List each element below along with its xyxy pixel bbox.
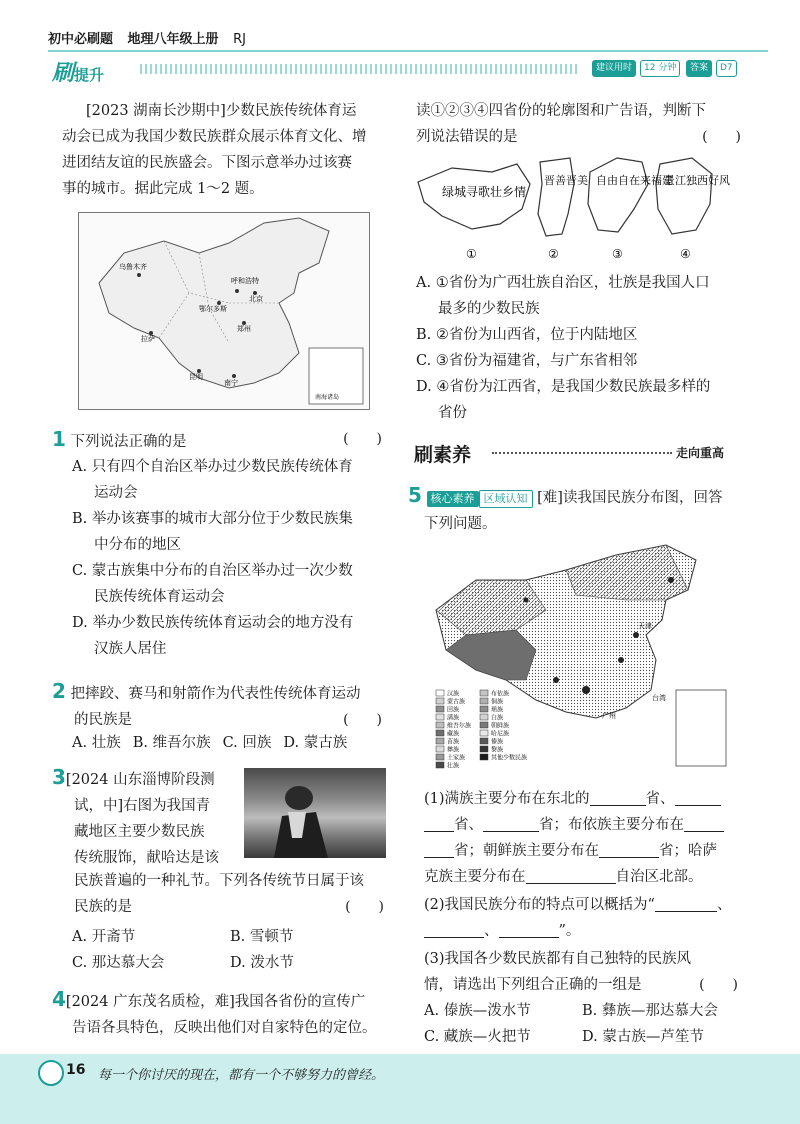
question-stem: 把摔跤、赛马和射箭作为代表性传统体育运动 [70,686,361,702]
legend-swatch [436,746,444,752]
legend-label: 土家族 [447,754,466,762]
china-city-map [78,212,370,410]
sub-text: 省；布依族主要分布在 [539,817,684,833]
answer-label-badge: 答案 [686,60,712,77]
option: B. 彝族—那达慕大会 [582,1003,718,1019]
china-map-svg [79,213,369,409]
legend-swatch [436,738,444,744]
question-number: 1 [52,427,66,451]
option-line: A. 只有四个自治区举办过少数民族传统体育 [72,459,353,475]
map-city: 昆明 [189,373,203,381]
option-line: D. ④省份为江西省，是我国少数民族最多样的 [416,379,711,395]
question-3-stem-rest [74,868,404,920]
legend-swatch [480,722,488,728]
map-inset-label: 南海诸岛 [315,394,340,401]
option: D. 泼水节 [230,955,294,971]
option-line: 运动会 [94,485,138,501]
legend-swatch [480,714,488,720]
question-2 [52,678,402,733]
brand-subtitle: 提升 [74,66,105,84]
header-bar [48,28,768,50]
option-line: A. ①省份为广西壮族自治区，壮族是我国人口 [416,275,710,291]
answer-blank[interactable] [526,867,616,884]
question-4-continued [416,98,761,150]
region-cognition-tag: 区域认知 [479,490,533,508]
map-label: 天津 [638,622,652,630]
option-line: 汉族人居住 [94,641,167,657]
question-5 [408,482,763,537]
option: C. 藏族—火把节 [424,1029,531,1045]
legend-swatch [436,706,444,712]
section-right-label: 走向重高 [676,446,725,460]
sub-text: 、 [716,897,732,913]
option: C. 回族 [222,735,272,751]
sub-text: 省、 [645,791,675,807]
legend-label: 白族 [491,714,504,722]
legend-swatch [480,754,488,760]
answer-paren: ( ) [702,129,741,145]
map-city: 郑州 [237,325,251,333]
brand-logo: 刷提升 [52,61,105,86]
section-header [414,440,760,468]
section-divider [492,452,672,454]
intro-line: 事的城市。据此完成 1～2 题。 [62,181,264,197]
question-1-options [72,454,402,662]
page-number: 16 [66,1062,86,1078]
option-line: 最多的少数民族 [438,301,540,317]
question-stem: 下列问题。 [424,516,497,532]
legend-label: 回族 [447,706,460,714]
question-1 [52,426,402,455]
question-2-options [72,730,402,756]
legend-label: 瑶族 [491,706,504,714]
question-3-options [72,924,402,976]
answer-blank[interactable] [684,815,724,832]
legend-label: 维吾尔族 [447,722,472,730]
question-stem: 传统服饰，献哈达是该 [74,850,219,866]
q5-sub2 [424,892,764,944]
map-legend [436,690,527,770]
answer-blank[interactable] [499,921,559,938]
option: C. 那达慕大会 [72,955,165,971]
answer-blank[interactable] [424,841,454,858]
slogan-1: 绿城寻歌壮乡情 [442,185,527,199]
map-city: 呼和浩特 [231,277,259,285]
answer-paren: ( ) [699,977,738,993]
section-title: 刷素养 [414,444,472,466]
option-line: B. 举办该赛事的城市大部分位于少数民族集 [72,511,353,527]
q5-sub3 [424,946,764,1050]
legend-swatch [480,746,488,752]
photo-figure [244,768,386,858]
option-line: 民族传统体育运动会 [94,589,225,605]
legend-label: 朝鲜族 [491,722,510,730]
question-stem: 下列说法正确的是 [70,434,187,450]
intro-line: 进团结友谊的民族盛会。下图示意举办过该赛 [62,155,352,171]
option-line: 省份 [438,405,467,421]
province-outline-3 [588,158,648,232]
answer-blank[interactable] [424,921,484,938]
question-stem: 民族普遍的一种礼节。下列各传统节日属于该 [74,873,364,889]
question-3 [52,764,242,871]
ethnic-distribution-map [426,540,736,776]
legend-swatch [436,698,444,704]
answer-blank[interactable] [483,815,539,832]
answer-paren: ( ) [343,712,382,728]
legend-swatch [480,690,488,696]
question-4 [52,986,397,1041]
question-number: 5 [408,483,422,507]
legend-swatch [436,722,444,728]
legend-swatch [480,738,488,744]
sub-text: (2)我国民族分布的特点可以概括为“ [424,897,655,913]
sub-text: ”。 [558,923,581,939]
answer-page-badge: D7 [716,60,737,77]
intro-paragraph [86,98,402,124]
intro-line: [2023 湖南长沙期中]少数民族传统体育运 [86,103,357,119]
question-stem: [2024 山东淄博阶段测 [65,772,215,788]
option: B. 维吾尔族 [132,735,211,751]
option: D. 蒙古族 [283,735,348,751]
province-mark-4: ④ [680,247,691,261]
answer-blank[interactable] [599,841,659,858]
intro-line: 动会已成为我国少数民族群众展示体育文化、增 [62,129,367,145]
slogan-4: 景江独西好风 [664,174,730,187]
footer-logo-icon [38,1060,64,1086]
legend-swatch [436,762,444,768]
series-title: 初中必刷题 [48,32,114,47]
question-stem: [难]读我国民族分布图，回答 [537,490,723,506]
slogan-3: 自由自在来福建 [596,174,673,187]
province-mark-3: ③ [612,247,623,261]
question-stem: 告语各具特色，反映出他们对自家特色的定位。 [72,1020,377,1036]
intro-paragraph-rest [62,124,402,202]
province-mark-1: ① [466,247,477,261]
legend-label: 黎族 [491,746,504,754]
answer-paren: ( ) [345,899,384,915]
option-line: C. 蒙古族集中分布的自治区举办过一次少数 [72,563,353,579]
question-stem: 列说法错误的是 [416,129,518,145]
sub-text: 克族主要分布在 [424,869,526,885]
header-hatch-decoration [140,64,580,74]
sub-text: 省；哈萨 [659,843,717,859]
legend-label: 哈尼族 [491,730,510,738]
map-label: 台湾 [652,694,666,702]
legend-swatch [436,690,444,696]
sub-text: 情，请选出下列组合正确的一组是 [424,977,642,993]
sub-text: 省；朝鲜族主要分布在 [454,843,599,859]
core-literacy-tag: 核心素养 [427,491,479,507]
legend-swatch [436,730,444,736]
option: D. 蒙古族—芦笙节 [582,1029,704,1045]
legend-label: 傣族 [491,738,504,746]
footer-motto: 每一个你讨厌的现在，都有一个不够努力的曾经。 [98,1068,385,1083]
option: A. 傣族—泼水节 [424,1003,531,1019]
subject-title: 地理八年级上册 [127,32,219,47]
question-number: 3 [52,765,66,789]
answer-paren: ( ) [343,431,382,447]
option: A. 开斋节 [72,929,136,945]
province-outline-2 [538,158,574,236]
legend-label: 壮族 [447,762,460,770]
answer-blank[interactable] [675,789,721,806]
legend-swatch [436,714,444,720]
time-label-badge: 建议用时 [592,60,636,77]
map-city: 北京 [249,295,263,303]
province-mark-2: ② [548,247,559,261]
header-divider [48,50,768,52]
question-number: 2 [52,679,66,703]
sub-text: (3)我国各少数民族都有自己独特的民族风 [424,951,692,967]
legend-label: 藏族 [447,730,460,738]
q5-sub1 [424,786,764,890]
slogan-2: 晋善晋美 [544,174,588,187]
legend-label: 蒙古族 [447,698,466,706]
option-line: B. ②省份为山西省，位于内陆地区 [416,327,638,343]
map-city: 南宁 [224,379,238,387]
sub-text: (1)满族主要分布在东北的 [424,791,590,807]
question-number: 4 [52,987,66,1011]
province-outline-4 [656,158,712,234]
option-line: 中分布的地区 [94,537,181,553]
legend-label: 彝族 [447,746,460,754]
time-value-badge: 12 分钟 [640,60,680,77]
answer-blank[interactable] [590,789,646,806]
legend-swatch [480,730,488,736]
sub-text: 、 [484,923,499,939]
tibetan-costume-photo [244,768,386,858]
legend-label: 侗族 [491,698,504,706]
answer-blank[interactable] [424,815,454,832]
map-city: 乌鲁木齐 [119,263,147,271]
question-stem: [2024 广东茂名质检，难]我国各省份的宣传广 [65,994,366,1010]
option-line: D. 举办少数民族传统体育运动会的地方没有 [72,615,354,631]
sub-text: 自治区北部。 [615,869,703,885]
legend-label: 苗族 [447,738,460,746]
legend-swatch [436,754,444,760]
map-city: 拉萨 [141,335,155,343]
legend-swatch [480,698,488,704]
map-label: 广州 [602,712,616,720]
question-4-options [416,270,761,426]
ethnic-map-svg [426,540,736,776]
option-line: C. ③省份为福建省，与广东省相邻 [416,353,638,369]
legend-label: 其他少数民族 [491,754,528,762]
question-stem: 藏地区主要少数民族 [74,824,205,840]
map-city: 鄂尔多斯 [199,305,227,313]
option: B. 雪顿节 [230,929,294,945]
question-stem: 的民族是 [74,712,132,728]
sub-text: 省、 [454,817,483,833]
question-stem: 读①②③④四省份的轮廓图和广告语，判断下 [416,103,706,119]
question-stem: 民族的是 [74,899,132,915]
legend-label: 汉族 [447,690,460,698]
option: A. 壮族 [72,735,121,751]
answer-blank[interactable] [655,895,717,912]
legend-swatch [480,706,488,712]
question-stem: 试，中]右图为我国青 [74,798,211,814]
province-outlines [412,154,730,264]
edition-label: RJ [233,32,246,47]
legend-label: 布依族 [491,690,510,698]
legend-label: 满族 [447,714,460,722]
